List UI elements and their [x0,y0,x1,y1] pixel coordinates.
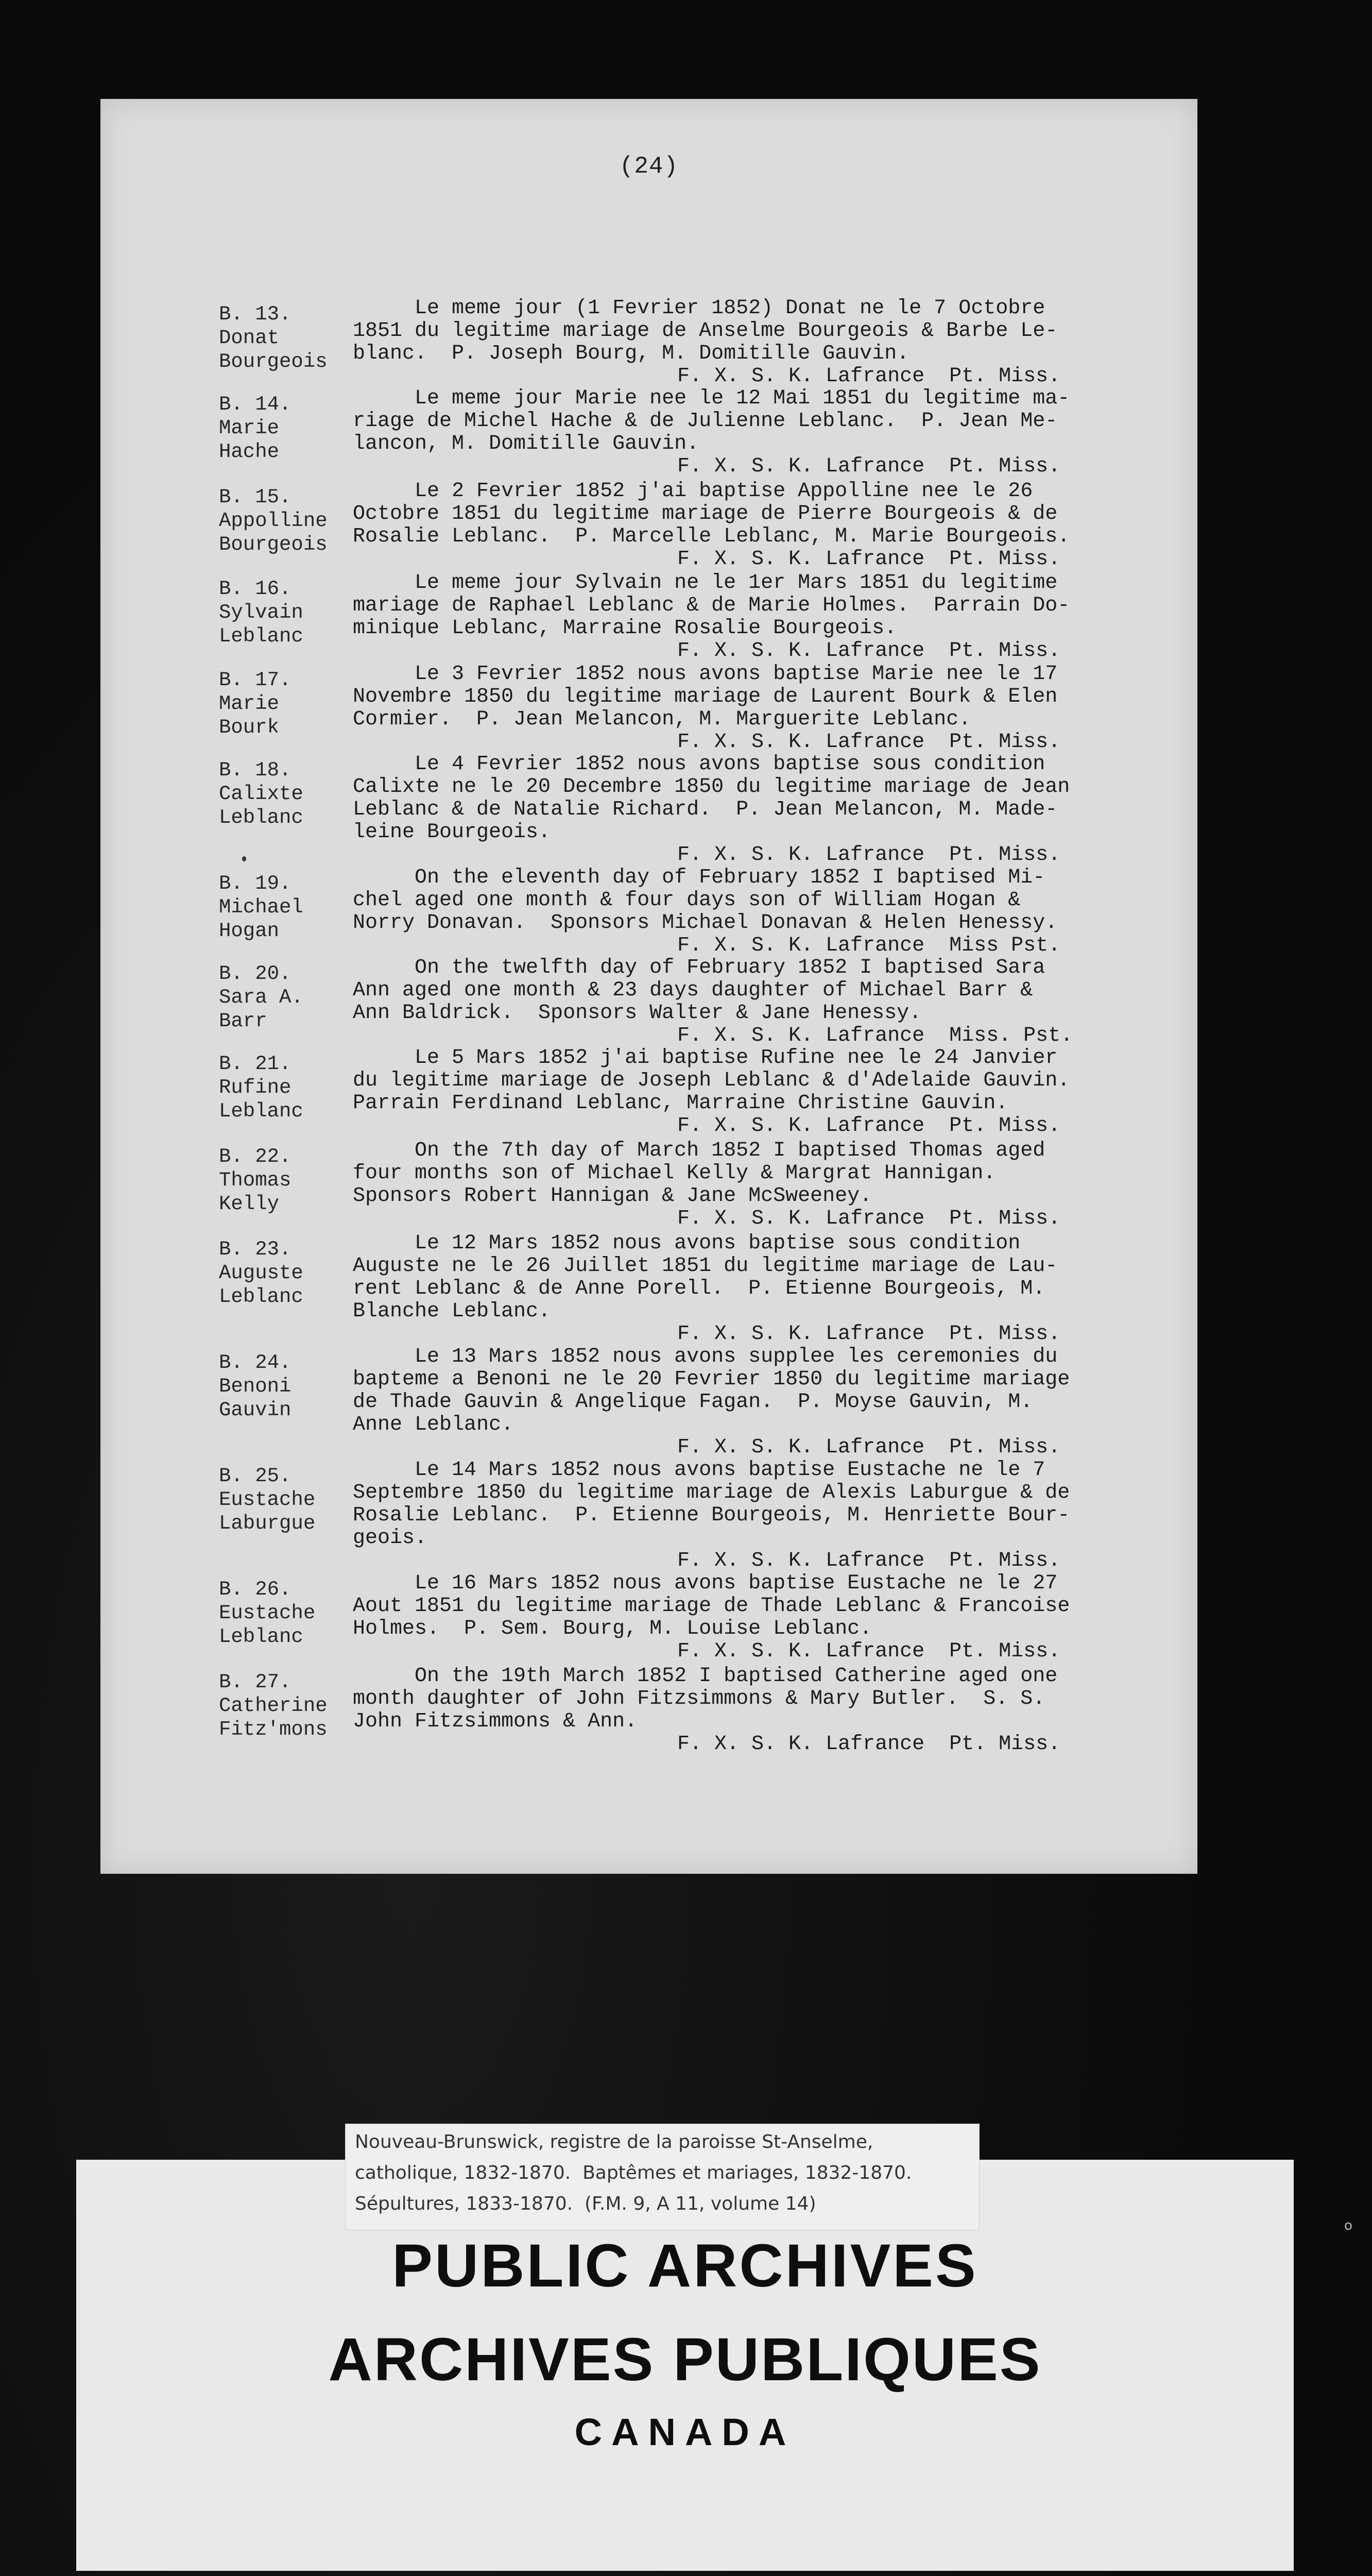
entry-number: B. 20. [219,962,291,985]
entry-number: B. 25. [219,1465,291,1487]
entry-number: B. 14. [219,393,291,416]
entry-text-line: 1851 du legitime mariage de Anselme Bourgeois & Barbe Le- [353,319,1058,343]
entry-name: Kelly [219,1193,280,1215]
entry-name: Gauvin [219,1399,291,1421]
entry-text-line: Norry Donavan. Sponsors Michael Donavan & Helen Henessy. [353,911,1058,935]
entry-number: B. 24. [219,1351,291,1374]
entry-text-line: mariage de Raphael Leblanc & de Marie Holmes. Parrain Do- [353,594,1070,617]
entry-text-line: Ann Baldrick. Sponsors Walter & Jane Henessy. [353,1002,922,1025]
priest-signature: F. X. S. K. Lafrance Pt. Miss. [677,1114,1061,1138]
entry-number: B. 15. [219,486,291,509]
entry-text-line: Le meme jour Marie nee le 12 Mai 1851 du legitime ma- [353,387,1070,410]
entry-text-line: leine Bourgeois. [353,821,551,844]
entry-name: Eustache [219,1488,316,1511]
entry-number: B. 27. [219,1671,291,1693]
entry-text-line: Holmes. P. Sem. Bourg, M. Louise Leblanc. [353,1617,872,1640]
entry-name: Michael [219,896,303,919]
entry-number: B. 19. [219,872,291,895]
entry-text-line: de Thade Gauvin & Angelique Fagan. P. Moyse Gauvin, M. [353,1391,1033,1414]
entry-number: B. 22. [219,1145,291,1168]
entry-name: Calixte [219,783,303,805]
edge-mark: o [1344,2218,1352,2233]
priest-signature: F. X. S. K. Lafrance Miss. Pst. [677,1024,1073,1047]
entry-text-line: Calixte ne le 20 Decembre 1850 du legitime mariage de Jean [353,775,1070,799]
entry-name: Eustache [219,1602,316,1624]
entry-text-line: Septembre 1850 du legitime mariage de Alexis Laburgue & de [353,1481,1070,1504]
entry-name: Bourgeois [219,533,328,556]
priest-signature: F. X. S. K. Lafrance Pt. Miss. [677,548,1061,571]
entry-text-line: On the twelfth day of February 1852 I baptised Sara [353,956,1045,979]
entry-text-line: bapteme a Benoni ne le 20 Fevrier 1850 du legitime mariage [353,1368,1070,1391]
register-page [100,99,1197,1874]
entry-text-line: Rosalie Leblanc. P. Marcelle Leblanc, M. Marie Bourgeois. [353,525,1070,548]
entry-text-line: Novembre 1850 du legitime mariage de Laurent Bourk & Elen [353,685,1058,708]
entry-text-line: minique Leblanc, Marraine Rosalie Bourgeois. [353,617,897,640]
entry-text-line: Ann aged one month & 23 days daughter of Michael Barr & [353,979,1033,1002]
entry-margin-note [219,393,353,464]
entry-name: Benoni [219,1375,291,1398]
entry-margin-note [219,668,353,739]
entry-margin-note [219,758,353,829]
entry-text-line: du legitime mariage de Joseph Leblanc & d'Adelaide Gauvin. [353,1069,1070,1092]
entry-text-line: four months son of Michael Kelly & Margrat Hannigan. [353,1162,996,1185]
entry-name: Laburgue [219,1512,316,1535]
entry-text-line: Aout 1851 du legitime mariage de Thade Leblanc & Francoise [353,1595,1070,1618]
entry-name: Rufine [219,1076,291,1099]
entry-margin-note [219,1670,353,1741]
entry-name: Leblanc [219,1285,303,1308]
entry-margin-note [219,485,353,556]
entry-name: Thomas [219,1169,291,1192]
entry-text-line: Le meme jour Sylvain ne le 1er Mars 1851 du legitime [353,571,1058,595]
entry-name: Donat [219,327,280,349]
collection-tag-line: Nouveau-Brunswick, registre de la paroisse St-Anselme, [355,2131,873,2153]
entry-margin-note [219,962,353,1033]
priest-signature: F. X. S. K. Lafrance Miss Pst. [677,934,1061,957]
entry-text-line: month daughter of John Fitzsimmons & Mary Butler. S. S. [353,1687,1045,1710]
priest-signature: F. X. S. K. Lafrance Pt. Miss. [677,731,1061,754]
entry-name: Barr [219,1010,267,1032]
entry-margin-note [219,1238,353,1309]
entry-name: Marie [219,692,280,715]
archives-publiques-heading: ARCHIVES PUBLIQUES [328,2326,1042,2394]
entry-number: B. 13. [219,303,291,326]
entry-name: Auguste [219,1262,303,1284]
entry-name: Marie [219,417,280,439]
entry-margin-note [219,1464,353,1535]
priest-signature: F. X. S. K. Lafrance Pt. Miss. [677,1323,1061,1346]
entry-number: B. 26. [219,1578,291,1601]
entry-name: Bourgeois [219,350,328,373]
entry-text-line: Le 12 Mars 1852 nous avons baptise sous condition [353,1232,1021,1255]
entry-number: B. 16. [219,578,291,600]
entry-number: B. 21. [219,1053,291,1075]
entry-margin-note [219,577,353,648]
entry-text-line: lancon, M. Domitille Gauvin. [353,432,699,455]
entry-text-line: On the eleventh day of February 1852 I baptised Mi- [353,866,1045,889]
entry-number: B. 18. [219,759,291,782]
entry-name: Leblanc [219,1100,303,1123]
collection-tag-line: Sépultures, 1833-1870. (F.M. 9, A 11, volume 14) [355,2193,816,2214]
entry-text-line: Le 14 Mars 1852 nous avons baptise Eustache ne le 7 [353,1459,1045,1482]
entry-text-line: Parrain Ferdinand Leblanc, Marraine Christine Gauvin. [353,1092,1008,1115]
entry-text-line: Le 5 Mars 1852 j'ai baptise Rufine nee le 24 Janvier [353,1046,1058,1070]
priest-signature: F. X. S. K. Lafrance Pt. Miss. [677,455,1061,478]
entry-margin-note [219,1578,353,1649]
entry-text-line: Anne Leblanc. [353,1413,514,1436]
entry-name: Appolline [219,510,328,532]
priest-signature: F. X. S. K. Lafrance Pt. Miss. [677,1436,1061,1459]
entry-text-line: John Fitzsimmons & Ann. [353,1710,638,1733]
entry-name: Hogan [219,920,280,942]
priest-signature: F. X. S. K. Lafrance Pt. Miss. [677,365,1061,388]
entry-margin-note [219,872,353,943]
entry-name: Leblanc [219,1625,303,1648]
priest-signature: F. X. S. K. Lafrance Pt. Miss. [677,843,1061,867]
entry-name: Leblanc [219,806,303,829]
entry-text-line: Le 3 Fevrier 1852 nous avons baptise Marie nee le 17 [353,663,1058,686]
entry-name: Fitz'mons [219,1718,328,1741]
priest-signature: F. X. S. K. Lafrance Pt. Miss. [677,1549,1061,1572]
entry-text-line: Sponsors Robert Hannigan & Jane McSweeney. [353,1184,872,1208]
entry-text-line: Leblanc & de Natalie Richard. P. Jean Melancon, M. Made- [353,798,1058,821]
entry-number: B. 17. [219,669,291,691]
entry-text-line: Le meme jour (1 Fevrier 1852) Donat ne le 7 Octobre [353,297,1045,320]
entry-name: Bourk [219,716,280,739]
entry-text-line: Le 4 Fevrier 1852 nous avons baptise sous condition [353,753,1045,776]
entry-margin-note [219,302,353,374]
entry-text-line: On the 7th day of March 1852 I baptised Thomas aged [353,1139,1045,1162]
priest-signature: F. X. S. K. Lafrance Pt. Miss. [677,1640,1061,1663]
priest-signature: F. X. S. K. Lafrance Pt. Miss. [677,639,1061,663]
entry-text-line: On the 19th March 1852 I baptised Catherine aged one [353,1665,1058,1688]
entry-text-line: Rosalie Leblanc. P. Etienne Bourgeois, M. Henriette Bour- [353,1504,1070,1527]
entry-text-line: riage de Michel Hache & de Julienne Leblanc. P. Jean Me- [353,410,1058,433]
entry-text-line: Le 2 Fevrier 1852 j'ai baptise Appolline nee le 26 [353,480,1033,503]
entry-margin-note [219,1351,353,1422]
entry-text-line: Auguste ne le 26 Juillet 1851 du legitime mariage de Lau- [353,1255,1058,1278]
priest-signature: F. X. S. K. Lafrance Pt. Miss. [677,1207,1061,1230]
entry-margin-note [219,1052,353,1123]
entry-name: Hache [219,440,280,463]
entry-number: B. 23. [219,1238,291,1261]
public-archives-heading: PUBLIC ARCHIVES [392,2232,978,2300]
entry-text-line: Blanche Leblanc. [353,1300,551,1323]
page-number: (24) [619,153,679,180]
entry-text-line: Le 16 Mars 1852 nous avons baptise Eustache ne le 27 [353,1572,1058,1595]
priest-signature: F. X. S. K. Lafrance Pt. Miss. [677,1733,1061,1756]
entry-text-line: Le 13 Mars 1852 nous avons supplee les ceremonies du [353,1345,1058,1368]
entry-name: Catherine [219,1694,328,1717]
entry-text-line: blanc. P. Joseph Bourg, M. Domitille Gauvin. [353,342,910,365]
entry-text-line: geois. [353,1527,427,1550]
entry-name: Leblanc [219,625,303,648]
collection-tag-line: catholique, 1832-1870. Baptêmes et mariages, 1832-1870. [355,2162,912,2183]
collection-tag [345,2124,980,2230]
entry-name: Sara A. [219,986,303,1009]
entry-text-line: Octobre 1851 du legitime mariage de Pierre Bourgeois & de [353,502,1058,526]
entry-text-line: Cormier. P. Jean Melancon, M. Marguerite Leblanc. [353,708,971,731]
entry-name: Sylvain [219,601,303,624]
entry-margin-note [219,1145,353,1216]
canada-heading: CANADA [574,2411,796,2453]
entry-text-line: chel aged one month & four days son of William Hogan & [353,889,1021,912]
ink-speck [242,856,246,861]
entry-text-line: rent Leblanc & de Anne Porell. P. Etienne Bourgeois, M. [353,1277,1045,1300]
